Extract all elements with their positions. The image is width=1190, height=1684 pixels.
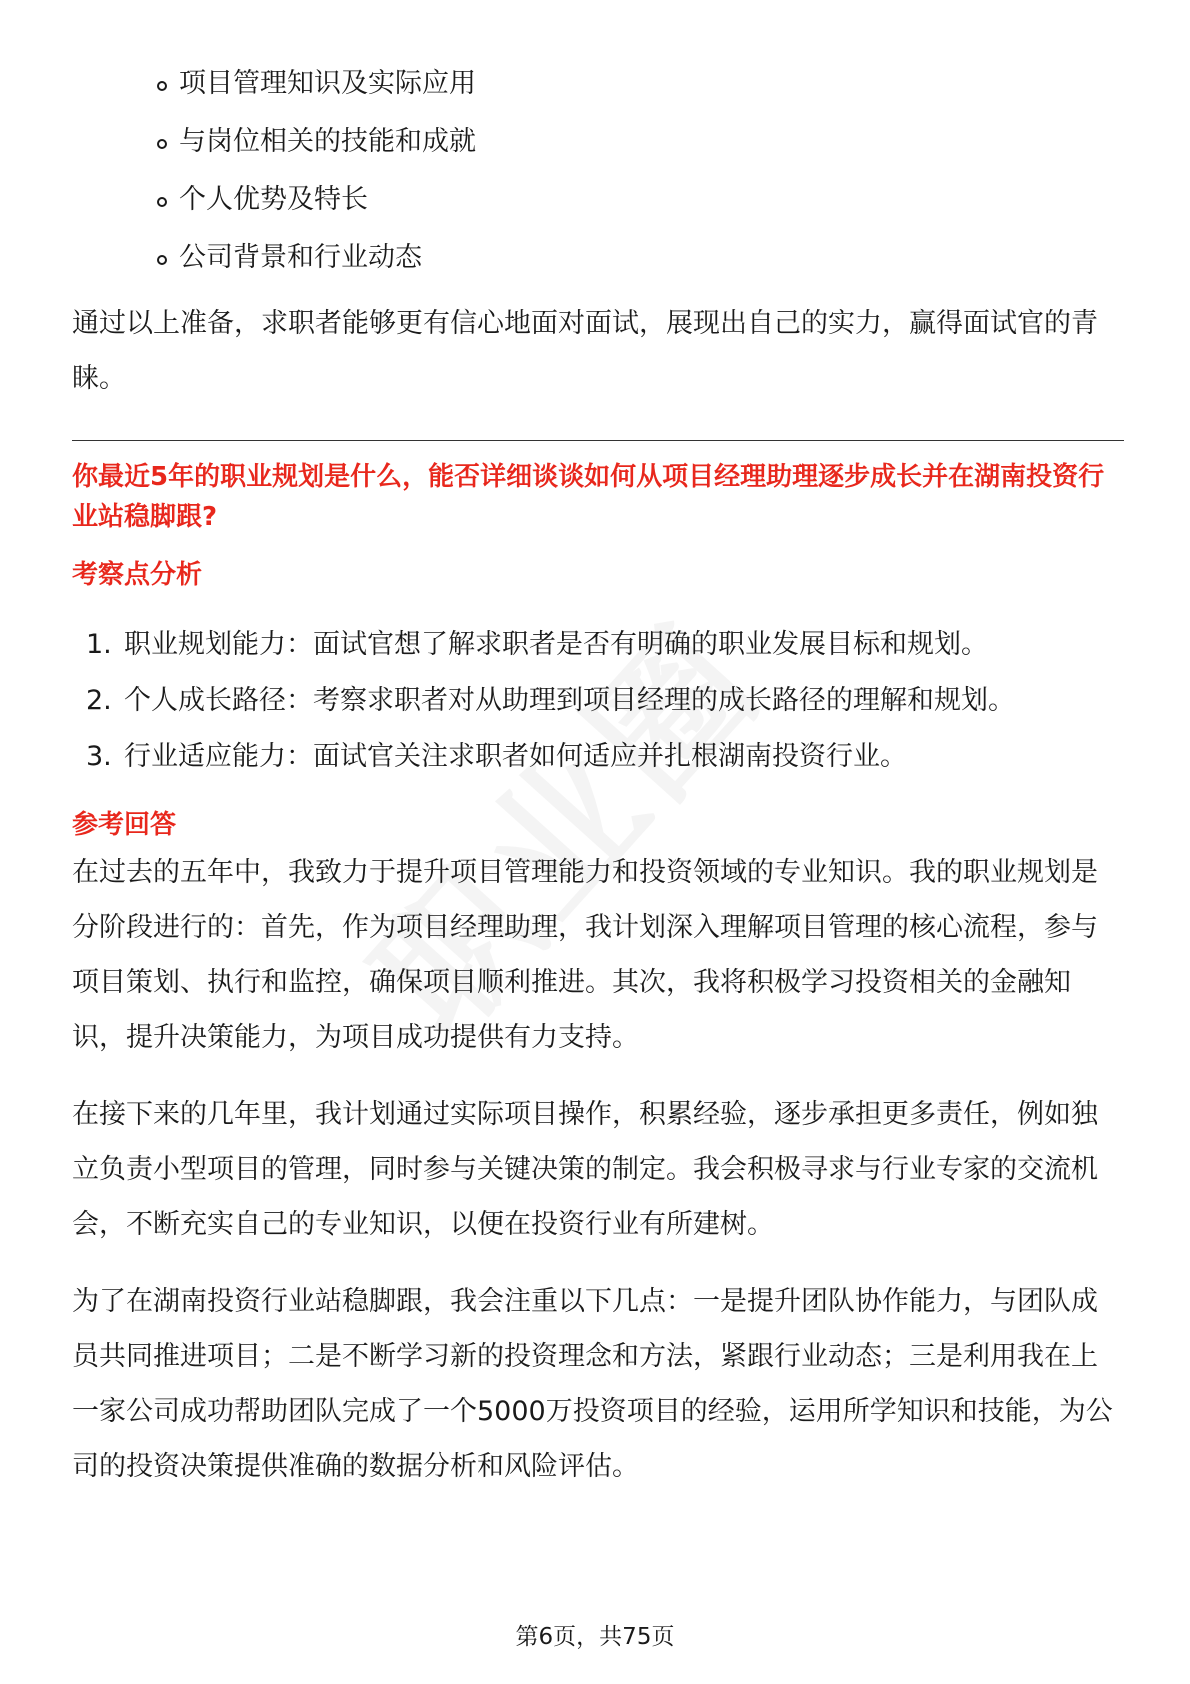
item-number: 3. xyxy=(86,741,112,772)
analysis-item xyxy=(86,625,1124,665)
bullet-item: 个人优势及特长 xyxy=(157,180,1124,220)
analysis-list xyxy=(72,625,1124,777)
bullet-list xyxy=(72,64,1124,278)
item-text: 职业规划能力：面试官想了解求职者是否有明确的职业发展目标和规划。 xyxy=(124,629,988,660)
bullet-item: 公司背景和行业动态 xyxy=(157,238,1124,278)
item-text: 行业适应能力：面试官关注求职者如何适应并扎根湖南投资行业。 xyxy=(124,741,907,772)
item-number: 2. xyxy=(86,685,112,716)
item-number: 1. xyxy=(86,629,112,660)
analysis-item xyxy=(86,681,1124,721)
page-content xyxy=(72,64,1124,1494)
page-footer: 第6页，共75页 xyxy=(515,1624,675,1650)
answer-paragraph: 在接下来的几年里，我计划通过实际项目操作，积累经验，逐步承担更多责任，例如独立负责小型项目的管理，同时参与关键决策的制定。我会积极寻求与行业专家的交流机会，不断充实自己的专业知识，以便在投资行业有所建树。 xyxy=(72,1099,1098,1240)
bullet-item: 项目管理知识及实际应用 xyxy=(157,64,1124,104)
analysis-heading: 考察点分析 xyxy=(72,560,203,590)
section-divider xyxy=(72,440,1124,441)
answer-paragraph: 在过去的五年中，我致力于提升项目管理能力和投资领域的专业知识。我的职业规划是分阶段进行的：首先，作为项目经理助理，我计划深入理解项目管理的核心流程，参与项目策划、执行和监控，确保项目顺利推进。其次，我将积极学习投资相关的金融知识，提升决策能力，为项目成功提供有力支持。 xyxy=(72,857,1098,1053)
intro-paragraph: 通过以上准备，求职者能够更有信心地面对面试，展现出自己的实力，赢得面试官的青睐。 xyxy=(72,308,1098,394)
analysis-item xyxy=(86,737,1124,777)
bullet-item: 与岗位相关的技能和成就 xyxy=(157,122,1124,162)
answer-heading: 参考回答 xyxy=(72,810,177,840)
item-text: 个人成长路径：考察求职者对从助理到项目经理的成长路径的理解和规划。 xyxy=(124,685,1015,716)
answer-paragraph: 为了在湖南投资行业站稳脚跟，我会注重以下几点：一是提升团队协作能力，与团队成员共同推进项目；二是不断学习新的投资理念和方法，紧跟行业动态；三是利用我在上一家公司成功帮助团队完成了一个5000万投资项目的经验，运用所学知识和技能，为公司的投资决策提供准确的数据分析和风险评估。 xyxy=(72,1286,1113,1482)
question-heading: 你最近5年的职业规划是什么，能否详细谈谈如何从项目经理助理逐步成长并在湖南投资行业站稳脚跟? xyxy=(72,462,1105,532)
